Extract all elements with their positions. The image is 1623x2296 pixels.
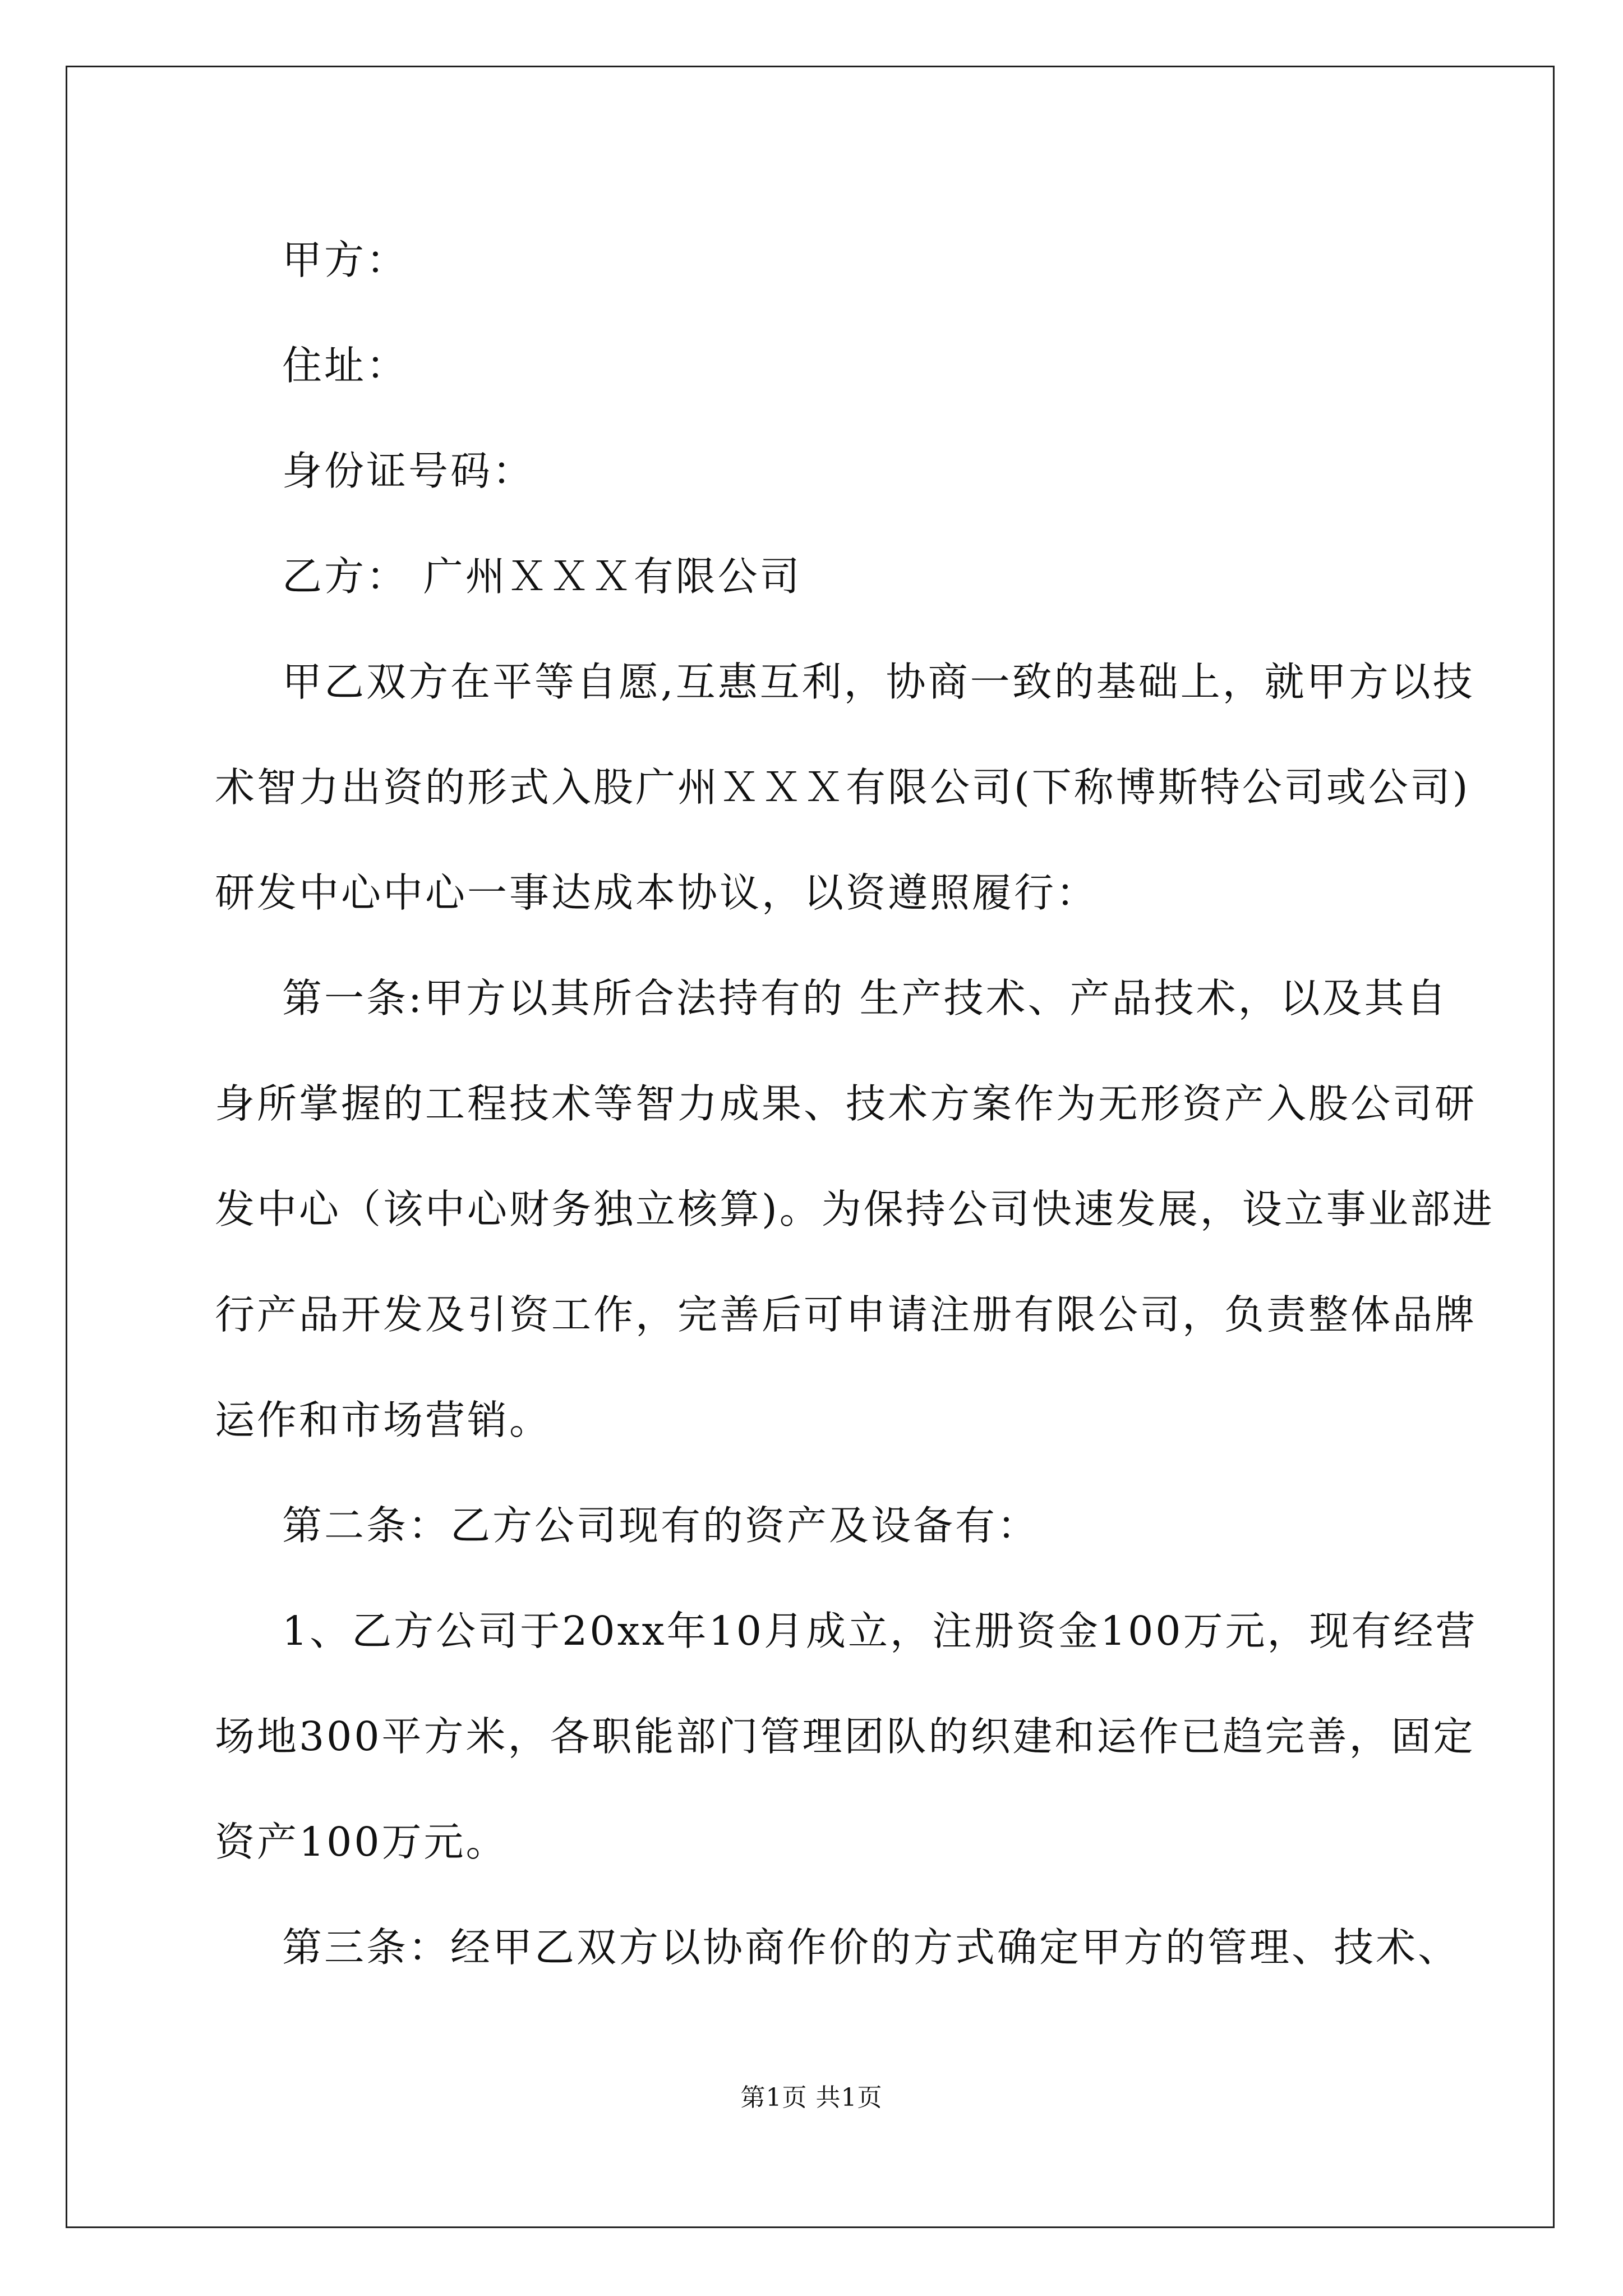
article-1-line-5: 运作和市场营销。 xyxy=(215,1397,552,1443)
party-a-line: 甲方： xyxy=(282,237,409,283)
article-1-line-4: 行产品开发及引资工作，完善后可申请注册有限公司，负责整体品牌 xyxy=(215,1291,1477,1338)
article-1-line-3: 发中心（该中心财务独立核算)。为保持公司快速发展，设立事业部进 xyxy=(215,1186,1495,1232)
intro-paragraph-line-1: 甲乙双方在平等自愿,互惠互利，协商一致的基础上，就甲方以技 xyxy=(282,659,1475,705)
article-2-heading: 第二条：乙方公司现有的资产及设备有： xyxy=(282,1502,1040,1549)
document-body xyxy=(215,208,1495,2000)
article-1-line-2: 身所掌握的工程技术等智力成果、技术方案作为无形资产入股公司研 xyxy=(215,1080,1477,1127)
article-2-item-1-line-2: 场地300平方米，各职能部门管理团队的织建和运作已趋完善，固定 xyxy=(215,1713,1476,1760)
article-2-item-1-line-3: 资产100万元。 xyxy=(215,1819,508,1865)
intro-paragraph-line-2: 术智力出资的形式入股广州ＸＸＸ有限公司(下称博斯特公司或公司) xyxy=(215,764,1470,811)
page-number-footer: 第1页 共1页 xyxy=(740,2083,883,2112)
article-1-line-1: 第一条:甲方以其所合法持有的 生产技术、产品技术，以及其自 xyxy=(282,975,1449,1022)
id-number-line: 身份证号码： xyxy=(282,448,535,494)
article-2-item-1-line-1: 1、乙方公司于20xx年10月成立，注册资金100万元，现有经营 xyxy=(282,1608,1478,1654)
intro-paragraph-line-3: 研发中心中心一事达成本协议，以资遵照履行： xyxy=(215,869,1099,916)
party-b-line: 乙方： 广州ＸＸＸ有限公司 xyxy=(282,553,802,600)
article-3-line-1: 第三条：经甲乙双方以协商作价的方式确定甲方的管理、技术、 xyxy=(282,1924,1460,1971)
address-line: 住址： xyxy=(282,342,409,389)
